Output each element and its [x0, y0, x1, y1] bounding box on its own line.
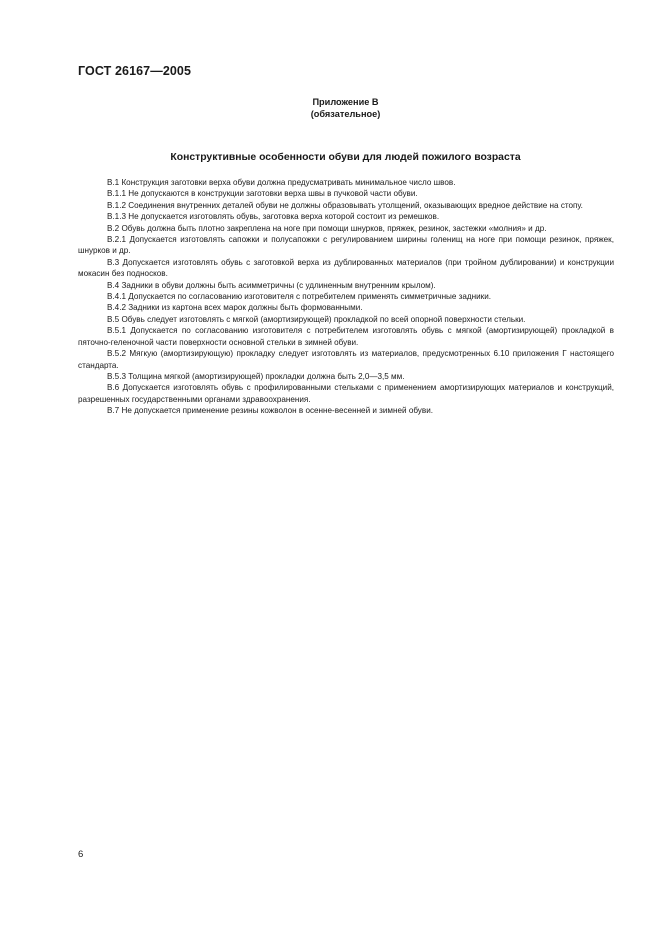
paragraph-b5-1: В.5.1 Допускается по согласованию изготовителя с потребителем изготовлять обувь с мягкой (амортизирующей) прокладкой в пяточно-геленочной части поверхности основной стельки в зимней обуви.: [78, 326, 614, 347]
paragraph-b6: В.6 Допускается изготовлять обувь с профилированными стельками с применением амортизирующих материалов и конструкций, разрешенных государственными органами здравоохранения.: [78, 383, 614, 404]
appendix-status: (обязательное): [310, 109, 381, 119]
appendix-body: [78, 177, 614, 417]
paragraph-b1-3: В.1.3 Не допускается изготовлять обувь, заготовка верха которой состоит из ремешков.: [107, 212, 440, 222]
paragraph-b1-1: В.1.1 Не допускаются в конструкции заготовки верха швы в пучковой части обуви.: [107, 189, 418, 199]
paragraph-b5-2: В.5.2 Мягкую (амортизирующую) прокладку следует изготовлять из материалов, предусмотренных 6.10 приложения Г настоящего стандарта.: [78, 349, 614, 370]
section-title: Конструктивные особенности обуви для людей пожилого возраста: [170, 152, 521, 163]
paragraph-b3: В.3 Допускается изготовлять обувь с заготовкой верха из дублированных материалов (при тройном дублировании) и конструкции мокасин без подносков.: [78, 257, 614, 279]
paragraph-b4-1: В.4.1 Допускается по согласованию изготовителя с потребителем применять симметричные задники.: [107, 292, 492, 302]
appendix-label: Приложение В: [312, 97, 379, 107]
paragraph-b4: В.4 Задники в обуви должны быть асимметричны (с удлиненным внутренним крылом).: [107, 280, 436, 290]
page-number: 6: [78, 849, 84, 860]
appendix-heading: [0, 96, 661, 120]
paragraph-b1: В.1 Конструкция заготовки верха обуви должна предусматривать минимальное число швов.: [107, 178, 456, 187]
paragraph-b4-2: В.4.2 Задники из картона всех марок должны быть формованными.: [107, 303, 363, 313]
paragraph-b2: В.2 Обувь должна быть плотно закреплена на ноге при помощи шнурков, пряжек, резинок, застежки «молния» и др.: [107, 223, 547, 233]
paragraph-b1-2: В.1.2 Соединения внутренних деталей обуви не должны образовывать утолщений, оказывающих вредное действие на стопу.: [107, 200, 583, 210]
paragraph-b5: В.5 Обувь следует изготовлять с мягкой (амортизирующей) прокладкой по всей опорной поверхности стельки.: [107, 314, 526, 324]
paragraph-b7: В.7 Не допускается применение резины кожволон в осенне-весенней и зимней обуви.: [107, 406, 433, 416]
document-code: ГОСТ 26167—2005: [78, 64, 192, 78]
paragraph-b5-3: В.5.3 Толщина мягкой (амортизирующей) прокладки должна быть 2,0—3,5 мм.: [107, 371, 405, 381]
paragraph-b2-1: В.2.1 Допускается изготовлять сапожки и полусапожки с регулированием ширины голенищ на ноге при помощи резинок, пряжек, шнурков и др.: [78, 235, 614, 256]
